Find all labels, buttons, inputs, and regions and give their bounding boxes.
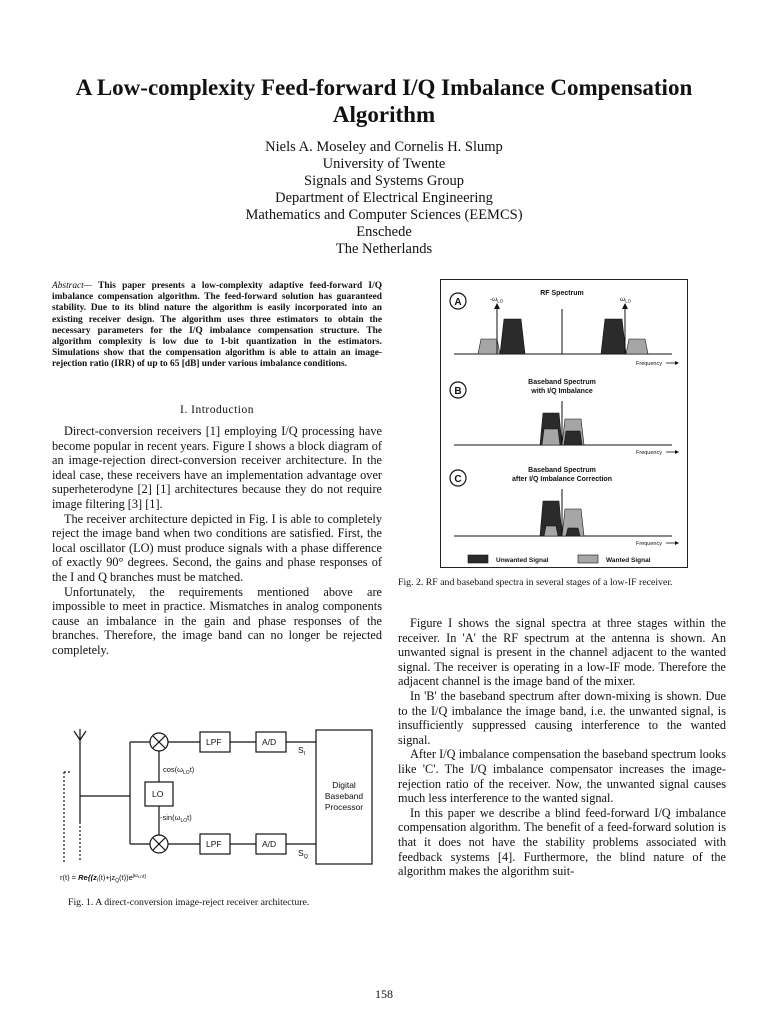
rt-equation: $r(t) = Re\{(z_I(t)+jz_Q(t))e^{j\omega}LOt\}$ — [60, 873, 147, 884]
antenna-arm — [80, 731, 86, 740]
panel-b-title-1: Baseband Spectrum — [528, 379, 596, 386]
paragraph: In this paper we describe a blind feed-forward I/Q imbalance compensation algorithm. The benefit of a feed-forward solution is that it does not have the stability problems associated with feedback systems [4]. Furthermore, the blind nature of the algorithm makes the algorithm suit- — [398, 805, 726, 879]
antenna-arm — [74, 731, 80, 740]
paragraph: Unfortunately, the requirements mentioned above are impossible to meet in practice. Mismatches in analog components cause an imbalance in the gain and phase responses of the branches. Therefore, the image band can no longer be rejected completely. — [52, 584, 382, 657]
figure-1-caption: Fig. 1. A direct-conversion image-reject receiver architecture. — [68, 897, 310, 908]
panel-b-title-2: with I/Q Imbalance — [531, 388, 593, 395]
lpf-bottom-label: LPF — [206, 839, 222, 849]
panel-a-title: RF Spectrum — [540, 290, 584, 297]
panel-a-label: A — [454, 297, 462, 308]
freq-label-c: Frequency — [636, 541, 662, 547]
cos-label: $\cos(\omega_{LO}t)$ — [163, 765, 195, 776]
sin-label: $-\sin(\omega_{LO}t)$ — [160, 813, 192, 824]
adc-bottom-label: A/D — [262, 839, 277, 849]
affiliation-country: The Netherlands — [335, 241, 433, 257]
panel-c-label: C — [454, 474, 462, 485]
affiliation-faculty: Mathematics and Computer Sciences (EEMCS) — [245, 207, 523, 223]
panel-b-label: B — [454, 386, 462, 397]
legend-swatch-wanted — [578, 555, 598, 563]
figure-1-diagram — [50, 722, 386, 892]
sq-label: $S_Q$ — [298, 848, 308, 860]
lo-label: LO — [152, 789, 164, 799]
lpf-top-label: LPF — [206, 737, 222, 747]
paragraph: In 'B' the baseband spectrum after down-mixing is shown. Due to the I/Q imbalance the image band, i.e. the unwanted signal, is insufficiently suppressed causing interference to the wanted signal. — [398, 688, 726, 747]
affiliation-university: University of Twente — [322, 156, 446, 172]
author-names: Niels A. Moseley and Cornelis H. Slump — [265, 139, 503, 155]
legend-label-wanted: Wanted Signal — [606, 557, 651, 564]
paragraph: Figure I shows the signal spectra at three stages within the receiver. In 'A' the RF spectrum at the antenna is shown. An unwanted signal is present in the channel adjacent to the wanted signal. The receiver is operating in a low-IF mode. Therefore the adjacent channel is the image band of the mixer. — [398, 616, 726, 689]
neg-lo-label: $-\omega_{LO}$ — [490, 296, 504, 304]
abstract-lead: Abstract— — [52, 281, 93, 291]
figure-2-spectra — [440, 279, 688, 568]
panel-c-title-1: Baseband Spectrum — [528, 467, 596, 474]
paragraph: After I/Q imbalance compensation the baseband spectrum looks like 'C'. The I/Q imbalance compensator increases the image-rejection ratio of the receiver. Now, the unwanted signal causes much less interference to the wanted signal. — [398, 747, 726, 806]
wanted-signal — [626, 339, 648, 354]
paragraph: Direct-conversion receivers [1] employing I/Q processing have become popular in recent years. Figure I shows a block diagram of an image-rejection direct-conversion receiver architecture. In the ideal case, these receivers have an implementation advantage over superheterodyne [2] [1] architectures because they do not require image filtering [3] [1]. — [52, 424, 382, 511]
legend-swatch-unwanted — [468, 555, 488, 563]
author-block — [60, 139, 708, 258]
dsp-label-1: Digital — [332, 780, 356, 790]
abstract-text: This paper presents a low-complexity adaptive feed-forward I/Q imbalance compensation algorithm. The feed-forward solution has guaranteed stability. Due to its blind nature the algorithm is easily incorporated into an existing receiver design. The algorithm uses three estimators to obtain the necessary parameters for the I/Q imbalance compensation structure. The algorithm complexity is low due to 1-bit quantization in the estimators. Simulations show that the compensation algorithm is able to attain an image-rejection ratio (IRR) of up to 65 [dB] under various imbalance conditions. — [52, 281, 382, 370]
dsp-label-3: Processor — [324, 802, 364, 812]
paper-title: A Low-complexity Feed-forward I/Q Imbalance Compensation Algorithm — [75, 75, 693, 127]
section-heading: I. Introduction — [180, 404, 254, 416]
figure-2-caption: Fig. 2. RF and baseband spectra in several stages of a low-IF receiver. — [398, 577, 673, 588]
unwanted-signal-mirror — [500, 319, 525, 354]
legend-label-unwanted: Unwanted Signal — [496, 557, 549, 564]
unwanted-signal — [601, 319, 626, 354]
adc-top-label: A/D — [262, 737, 277, 747]
wanted-image-b — [542, 429, 560, 445]
right-column-text — [398, 616, 726, 879]
wanted-image-c — [544, 526, 558, 536]
page-number: 158 — [375, 987, 393, 1001]
intro-text — [52, 424, 382, 658]
affiliation-city: Enschede — [356, 224, 412, 240]
panel-c-title-2: after I/Q Imbalance Correction — [512, 476, 612, 483]
unwanted-image-c — [566, 528, 580, 536]
pos-lo-label: $\omega_{LO}$ — [620, 296, 632, 304]
unwanted-image-b — [564, 431, 582, 445]
si-label: $S_I$ — [298, 745, 306, 757]
paragraph: The receiver architecture depicted in Fig. I is able to completely reject the image band when two conditions are satisfied. First, the local oscillator (LO) must produce signals with a phase difference of exactly 90° degrees. Second, the gains and phase responses of the I and Q branches must be matched. — [52, 511, 382, 584]
affiliation-department: Department of Electrical Engineering — [275, 190, 493, 206]
dsp-label-2: Baseband — [324, 791, 364, 801]
freq-label-a: Frequency — [636, 361, 662, 367]
abstract — [52, 281, 382, 371]
freq-label-b: Frequency — [636, 450, 662, 456]
affiliation-group: Signals and Systems Group — [304, 173, 464, 189]
